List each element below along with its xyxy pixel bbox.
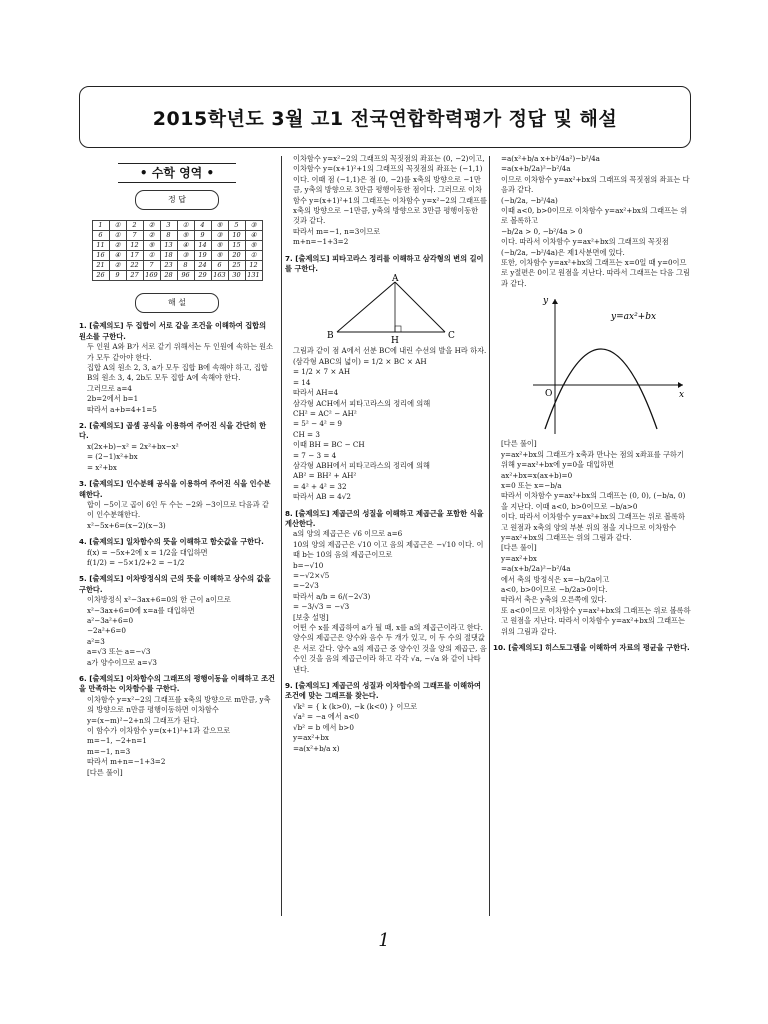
question-number-cell: 4 (194, 221, 211, 231)
question-number-cell: 27 (126, 271, 143, 281)
text-line: 이다. 따라서 이차함수 y=ax²+bx의 그래프의 꼭짓점 (−b/2a, −b²/4a)은 제1사분면에 있다. (501, 237, 669, 257)
q6-continued (285, 154, 487, 248)
text-line: 이차방정식 x²−3ax+6=0의 한 근이 a이므로 (87, 595, 231, 605)
text-line: m+n=−1+3=2 (293, 237, 349, 247)
question-heading: 3. [출제의도] 인수분해 공식을 이용하여 주어진 식을 인수분해한다. (79, 479, 271, 499)
question-number-cell: 23 (160, 261, 177, 271)
text-line: =a(x+b/2a)²−b²/4a (501, 164, 571, 174)
question-heading: 1. [출제의도] 두 집합이 서로 같을 조건을 이해하여 집합의 원소를 구한다. (79, 321, 267, 341)
parabola-graph (493, 289, 689, 439)
y-axis-arrow (552, 299, 558, 304)
text-line: 따라서 a+b=4+1=5 (87, 404, 157, 414)
question-number-cell: 3 (160, 221, 177, 231)
text-line: 따라서 AH=4 (293, 388, 339, 398)
question-8 (285, 509, 487, 676)
q9-continued (493, 154, 691, 289)
text-line: [다른 풀이] (501, 543, 537, 553)
question-number-cell: 9 (194, 231, 211, 241)
text-line: 이때 BH = BC − CH (293, 440, 365, 450)
side-ab (337, 282, 395, 332)
answer-cell: ③ (177, 251, 194, 261)
text-line: 이때 a<0, b>0이므로 이차함수 y=ax²+bx의 그래프는 위로 볼록하고 (501, 206, 688, 226)
question-heading: 8. [출제의도] 제곱근의 성질을 이해하고 제곱근을 포함한 식을 계산한다. (285, 508, 484, 528)
column-2 (285, 154, 487, 924)
question-number-cell: 15 (228, 241, 245, 251)
text-line: 따라서 m=−1, n=3이므로 (293, 226, 381, 236)
answer-label: 정 답 (135, 190, 219, 210)
answer-cell: 6 (211, 261, 228, 271)
text-line: (삼각형 ABC의 넓이) = 1/2 × BC × AH (293, 356, 427, 366)
text-line: −b/2a > 0, −b²/4a > 0 (501, 226, 583, 236)
question-number-cell: 13 (160, 241, 177, 251)
text-line: f(x) = −5x+2에 x = 1/2을 대입하면 (87, 547, 208, 557)
text-line: 두 인원 A와 B가 서로 같기 위해서는 두 인원에 속하는 원소가 모두 같아야 한다. (87, 342, 274, 362)
text-line: −2a²+6=0 (87, 626, 126, 636)
label-c: C (448, 331, 455, 342)
text-line: 2b=2에서 b=1 (87, 394, 139, 404)
answer-cell: ① (109, 231, 126, 241)
parabola-curve (545, 349, 657, 429)
answer-cell: ④ (177, 241, 194, 251)
question-number-cell: 7 (126, 231, 143, 241)
text-line: a²−3a²+6=0 (87, 615, 134, 625)
text-line: 따라서 m+n=−1+3=2 (87, 757, 166, 767)
text-line: = 1/2 × 7 × AH (293, 367, 351, 377)
text-line: = 7 − 3 = 4 (293, 450, 337, 460)
answer-cell: ① (245, 251, 262, 261)
question-number-cell: 16 (92, 251, 109, 261)
question-number-cell: 22 (126, 261, 143, 271)
page-number: 1 (378, 930, 390, 951)
answer-cell: 163 (211, 271, 228, 281)
answer-row (92, 221, 262, 231)
answer-cell: ① (109, 221, 126, 231)
text-line: 이다. 따라서 이차함수 y=ax²+bx의 그래프는 위로 볼록하고 원점과 x축의 양의 부분 위의 점을 지나므로 이차함수 y=ax²+bx의 그래프는 위의 그림과 같다. (501, 512, 685, 542)
question-10 (493, 643, 691, 653)
explain-label: 해 설 (135, 293, 219, 313)
text-line: = 14 (293, 377, 311, 387)
text-line: 또한, 이차함수 y=ax²+bx의 그래프는 x=0일 때 y=0이므로 y절편은 0이고 원점을 지난다. 따라서 그래프는 다음 그림과 같다. (501, 258, 690, 288)
curve-label: y=ax²+bx (611, 312, 657, 323)
text-line: 이 함수가 이차함수 y=(x+1)²+1과 같으므로 (87, 726, 231, 736)
question-number-cell: 28 (160, 271, 177, 281)
text-line: 합이 −5이고 곱이 6인 두 수는 −2와 −3이므로 다음과 같이 인수분해한다. (87, 499, 269, 520)
answer-cell: ⑤ (211, 251, 228, 261)
label-h: H (391, 336, 399, 347)
question-number-cell: 1 (92, 221, 109, 231)
text-line: 삼각형 ACH에서 피타고라스의 정리에 의해 (293, 398, 431, 408)
answer-cell: 9 (109, 271, 126, 281)
label-b: B (327, 331, 334, 342)
text-line: 또 a<0이므로 이차함수 y=ax²+bx의 그래프는 위로 볼록하고 원점을 지난다. 따라서 이차함수 y=ax²+bx의 그래프는 위의 그림과 같다. (501, 605, 691, 636)
text-line: [다른 풀이] (87, 767, 123, 777)
answer-cell: ④ (245, 231, 262, 241)
text-line: =a(x²+b/a x+b²/4a²)−b²/4a (501, 154, 600, 163)
question-block (79, 537, 275, 568)
question-number-cell: 25 (228, 261, 245, 271)
answer-cell: ③ (211, 231, 228, 241)
answer-table (92, 220, 263, 281)
question-9 (285, 681, 487, 754)
text-line: = 4² + 4² = 32 (293, 481, 347, 491)
question-block (79, 574, 275, 668)
answer-cell: 8 (177, 261, 194, 271)
q8-solution (285, 529, 487, 675)
text-line: 집합 A의 원소 2, 3, a가 모두 집합 B에 속해야 하고, 집합 B의 원소 3, 4, 2b도 모두 집합 A에 속해야 한다. (87, 363, 268, 383)
text-line: 어떤 수 x를 제곱하여 a가 될 때, x를 a의 제곱근이라고 한다. 양수의 제곱근은 양수와 음수 두 개가 있고, 이 두 수의 절댓값은 서로 같다. 양수 a의 제곱근 중 양수인 것을 양의 제곱근, 음수인 것을 음의 제곱근이라 하고 각각 √a, −√a 와 같이 나타낸다. (293, 623, 487, 674)
text-line: CH² = AC² − AH² (293, 408, 357, 418)
question-number-cell: 6 (92, 231, 109, 241)
answer-cell: ⑤ (245, 241, 262, 251)
answer-cell: ② (109, 261, 126, 271)
text-line: y=ax²+bx의 그래프가 x축과 만나는 점의 x좌표를 구하기 위해 y=ax²+bx에 y=0을 대입하면 (501, 449, 684, 470)
text-line: x(2x+b)−x² = 2x²+bx−x² (87, 441, 179, 451)
text-line: (−b/2a, −b²/4a) (501, 195, 558, 205)
question-number-cell: 24 (194, 261, 211, 271)
text-line: b=−√10 (293, 560, 324, 570)
question-7 (285, 254, 487, 503)
question-number-cell: 19 (194, 251, 211, 261)
text-line: [다른 풀이] (501, 439, 537, 449)
column-3 (493, 154, 691, 924)
question-number-cell: 8 (160, 231, 177, 241)
answer-row (92, 271, 262, 281)
answer-cell: ① (143, 251, 160, 261)
text-line: y=(x−m)²−2+n의 그래프가 된다. (87, 715, 200, 725)
x-axis-label: x (679, 390, 685, 401)
text-line: √b² = b 에서 b>0 (293, 722, 354, 732)
column-divider (281, 156, 282, 916)
alternate-solutions (493, 439, 691, 637)
answer-cell: ② (109, 241, 126, 251)
text-line: 이차함수 y=x²−2의 그래프의 꼭짓점의 좌표는 (0, −2)이고, 이차함수 y=(x+1)²+1의 그래프의 꼭짓점의 좌표는 (−1,1)이다. 이때 점 (−1,1)은 점 (0, −2)를 x축의 방향으로 −1만큼, y축의 방향으로 3만큼 평행이동한 점이다. 그러므로 이차함수 y=(x+1)²+1의 그래프는 이차함수 y=x²−2의 그래프를 x축의 방향으로 −1만큼, y축의 방향으로 3만큼 평행이동한 것과 같다. (293, 154, 487, 226)
text-line: = −3/√3 = −√3 (293, 602, 350, 612)
right-angle-mark (395, 326, 401, 332)
text-line: m=−1, n=3 (87, 746, 131, 756)
question-number-cell: 2 (126, 221, 143, 231)
text-line: 따라서 AB = 4√2 (293, 492, 351, 502)
text-line: y=ax²+bx (501, 553, 537, 563)
question-heading: 2. [출제의도] 곱셈 공식을 이용하여 주어진 식을 간단히 한다. (79, 421, 267, 441)
answer-cell: ① (177, 221, 194, 231)
question-number-cell: 26 (92, 271, 109, 281)
text-line: 이므로 이차함수 y=ax²+bx의 그래프의 꼭짓점의 좌표는 다음과 같다. (501, 174, 690, 195)
text-line: = x²+bx (87, 462, 117, 472)
text-line: =a(x²+b/a x) (293, 743, 340, 753)
text-line: m=−1, −2+n=1 (87, 736, 147, 746)
text-line: a²=3 (87, 636, 105, 646)
text-line: a<0, b>0이므로 −b/2a>0이다. (501, 584, 608, 594)
text-line: = 5² − 4² = 9 (293, 419, 342, 429)
question-number-cell: 29 (194, 271, 211, 281)
answer-cell: ② (143, 221, 160, 231)
text-line: √a² = −a 에서 a<0 (293, 712, 359, 722)
answer-cell: ③ (245, 221, 262, 231)
text-line: x=0 또는 x=−b/a (501, 480, 562, 490)
text-line: a의 양의 제곱근은 √6 이므로 a=6 (293, 529, 403, 539)
text-line: =a(x+b/2a)²−b²/4a (501, 564, 571, 574)
question-number-cell: 12 (126, 241, 143, 251)
answer-row (92, 241, 262, 251)
answer-cell: ⑤ (177, 231, 194, 241)
q9-solution (285, 702, 487, 754)
question-number-cell: 5 (228, 221, 245, 231)
text-line: 이차함수 y=x²−2의 그래프를 x축의 방향으로 m만큼, y축의 방향으로 n만큼 평행이동하면 이차함수 (87, 694, 271, 715)
question-number-cell: 21 (92, 261, 109, 271)
answer-cell: ⑤ (143, 241, 160, 251)
label-a: A (392, 274, 399, 285)
question-heading: 6. [출제의도] 이차함수의 그래프의 평행이동을 이해하고 조건을 만족하는 이차함수를 구한다. (79, 674, 275, 694)
text-line: =−√2×√5 (293, 571, 330, 580)
question-number-cell: 10 (228, 231, 245, 241)
text-line: 10의 양의 제곱근은 √10 이고 음의 제곱근은 −√10 이다. 이때 b는 10의 음의 제곱근이므로 (293, 539, 484, 560)
text-line: 따라서 이차함수 y=ax²+bx의 그래프는 (0, 0), (−b/a, 0)을 지난다. 이때 a<0, b>0이므로 −b/a>0 (501, 491, 686, 511)
text-line: x²−5x+6=(x−2)(x−3) (87, 520, 166, 530)
text-line: 삼각형 ABH에서 피타고라스의 정리에 의해 (293, 460, 430, 470)
column-divider (489, 156, 490, 916)
answer-cell: ⑤ (211, 241, 228, 251)
origin-label: O (545, 389, 553, 400)
question-number-cell: 14 (194, 241, 211, 251)
question-block (79, 421, 275, 473)
answer-cell: 131 (245, 271, 262, 281)
y-axis-label: y (543, 296, 549, 307)
x-axis-arrow (678, 382, 683, 388)
text-line: 에서 축의 방정식은 x=−b/2a이고 (501, 574, 610, 584)
text-line: = (2−1)x²+bx (87, 452, 138, 462)
question-number-cell: 11 (92, 241, 109, 251)
question-heading: 10. [출제의도] 히스토그램을 이해하여 자료의 평균을 구한다. (493, 643, 690, 652)
text-line: 그러므로 a=4 (87, 383, 132, 393)
page-title: 2015학년도 3월 고1 전국연합학력평가 정답 및 해설 (152, 107, 618, 130)
question-number-cell: 17 (126, 251, 143, 261)
text-line: a=√3 또는 a=−√3 (87, 647, 151, 657)
text-line: 그림과 같이 점 A에서 선분 BC에 내린 수선의 발을 H라 하자. (293, 346, 487, 356)
text-line: 따라서 축은 y축의 오른쪽에 있다. (501, 595, 607, 605)
answer-row (92, 261, 262, 271)
side-ac (395, 282, 445, 332)
question-heading: 9. [출제의도] 제곱근의 성질과 이차함수의 그래프를 이해하여 조건에 맞는 그래프를 찾는다. (285, 681, 481, 701)
column-1 (79, 154, 275, 924)
text-line: CH = 3 (293, 429, 320, 439)
text-line: y=ax²+bx (293, 733, 329, 743)
answer-row (92, 251, 262, 261)
answer-cell: 169 (143, 271, 160, 281)
question-block (79, 674, 275, 778)
question-heading: 4. [출제의도] 일차함수의 뜻을 이해하고 함숫값을 구한다. (79, 537, 264, 547)
answer-row (92, 231, 262, 241)
question-number-cell: 18 (160, 251, 177, 261)
text-line: f(1/2) = −5×1/2+2 = −1/2 (87, 557, 185, 567)
answer-cell: 96 (177, 271, 194, 281)
column-1-questions (79, 321, 275, 778)
text-line: 따라서 a/b = 6/(−2√3) (293, 591, 371, 601)
text-line: [보충 설명] (293, 612, 329, 622)
answer-cell: ② (143, 231, 160, 241)
question-block (79, 479, 275, 531)
subject-heading: • 수학 영역 • (79, 168, 275, 178)
triangle-figure (285, 274, 485, 346)
answer-cell: 12 (245, 261, 262, 271)
text-line: √k² = { k (k>0), −k (k<0) } 이므로 (293, 701, 418, 711)
answer-cell: 7 (143, 261, 160, 271)
text-line: =−2√3 (293, 581, 319, 591)
q7-solution (285, 346, 487, 502)
question-number-cell: 30 (228, 271, 245, 281)
text-line: a가 양수이므로 a=√3 (87, 657, 157, 667)
text-line: x²−3ax+6=0에 x=a를 대입하면 (87, 605, 195, 615)
answer-cell: ⑤ (211, 221, 228, 231)
question-block (79, 321, 275, 415)
question-number-cell: 20 (228, 251, 245, 261)
text-line: AB² = BH² + AH² (293, 471, 357, 481)
title-box (79, 86, 691, 148)
answer-cell: ④ (109, 251, 126, 261)
text-line: ax²+bx=x(ax+b)=0 (501, 470, 573, 480)
question-heading: 7. [출제의도] 피타고라스 정리를 이해하고 삼각형의 변의 길이를 구한다. (285, 253, 484, 274)
question-heading: 5. [출제의도] 이차방정식의 근의 뜻을 이해하고 상수의 값을 구한다. (79, 574, 271, 594)
